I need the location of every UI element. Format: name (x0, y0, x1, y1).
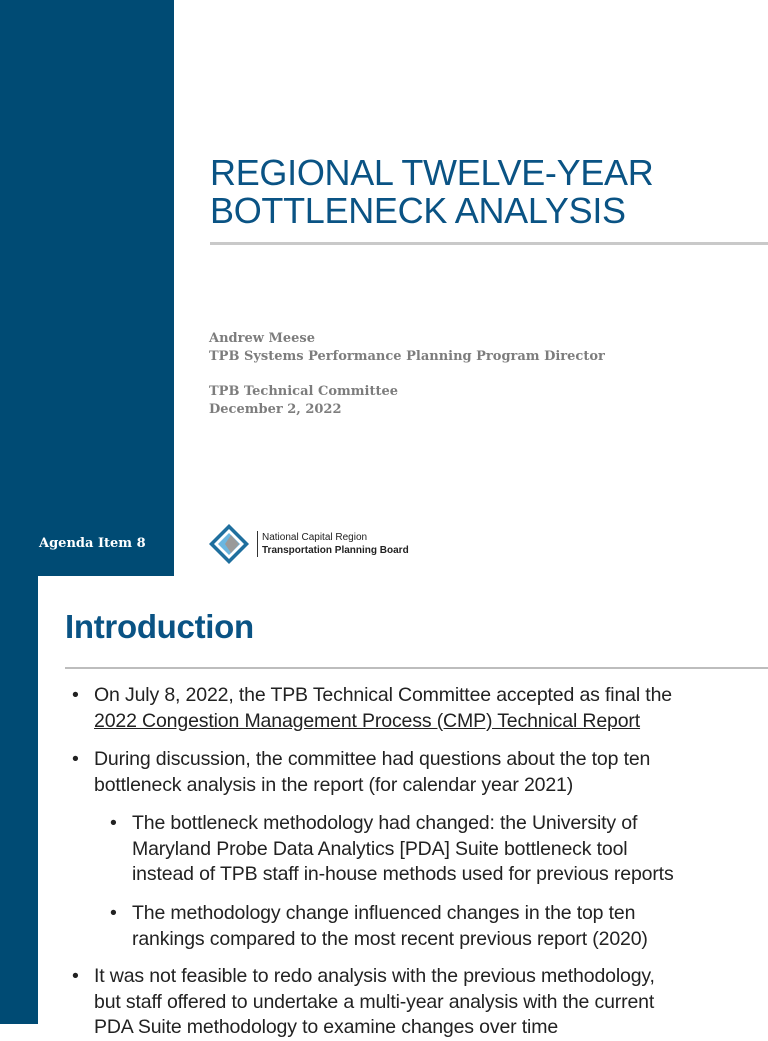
intro-divider (65, 667, 768, 669)
intro-title: Introduction (65, 608, 254, 645)
sub-bullet-item: • The methodology change influenced changes in the top ten rankings compared to the most recent previous report (2020) (110, 902, 648, 950)
logo-line-2: Transportation Planning Board (262, 545, 409, 556)
title-divider (210, 242, 768, 245)
cmp-report-link[interactable]: 2022 Congestion Management Process (CMP) Technical Report (94, 709, 641, 732)
logo-wordmark (257, 531, 409, 557)
presenter-role: TPB Systems Performance Planning Program Director (209, 349, 605, 364)
presenter-block (209, 330, 605, 419)
agenda-item-label: Agenda Item 8 (39, 536, 146, 551)
bullet-item: • On July 8, 2022, the TPB Technical Committee accepted as final the 2022 Congestion Management Process (CMP) Technical Report (94, 683, 672, 734)
bullet-item: • During discussion, the committee had questions about the top ten bottleneck analysis in the report (for calendar year 2021) (72, 748, 651, 796)
tpb-logo (207, 522, 427, 566)
cover-title-line-2: BOTTLENECK ANALYSIS (210, 190, 626, 231)
sub-bullet-item: • The bottleneck methodology had changed: the University of Maryland Probe Data Analytics [PDA] Suite bottleneck tool instead of TPB staff in-house methods used for previous reports (110, 812, 674, 885)
meeting-name: TPB Technical Committee (209, 384, 398, 399)
cover-title-line-1: REGIONAL TWELVE-YEAR (210, 152, 654, 193)
intro-slide (38, 576, 768, 1038)
presenter-name: Andrew Meese (209, 331, 315, 346)
tpb-logo-icon (207, 522, 251, 566)
cover-title (210, 154, 760, 230)
logo-line-1: National Capital Region (262, 532, 368, 543)
bullet-item: • It was not feasible to redo analysis with the previous methodology, but staff offered to undertake a multi-year analysis with the current PDA Suite methodology to examine changes over time (72, 965, 655, 1038)
meeting-date: December 2, 2022 (209, 402, 342, 417)
